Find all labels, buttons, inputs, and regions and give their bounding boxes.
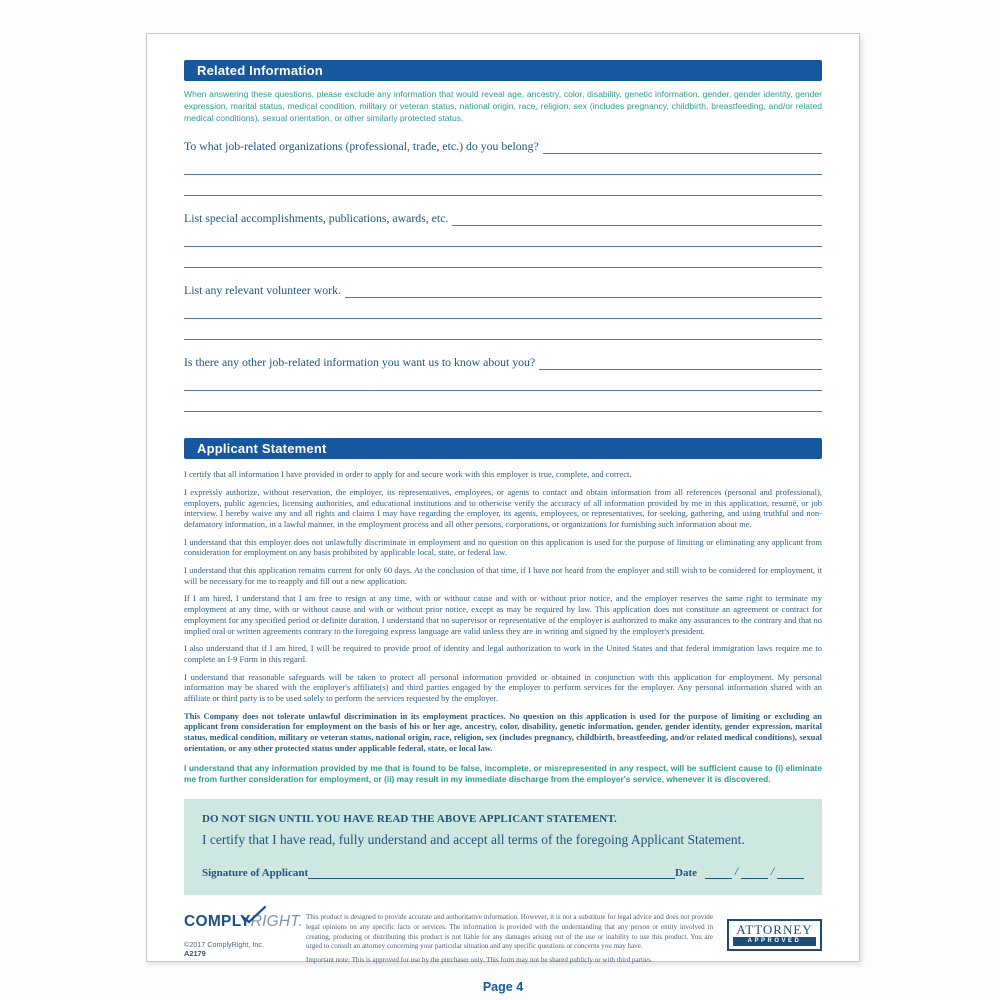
badge-approved-text: APPROVED xyxy=(733,937,816,946)
answer-line[interactable] xyxy=(452,212,822,226)
product-code: A2179 xyxy=(184,949,206,959)
publisher-column xyxy=(184,913,306,964)
date-slash: / xyxy=(734,864,739,879)
answer-line[interactable] xyxy=(345,284,822,298)
logo-text-right: RIGHT. xyxy=(250,913,303,931)
important-note: Important note: This is approved for use by the purchaser only. This form may not be shared publicly or with third parties. xyxy=(306,956,653,965)
statement-paragraph: I understand that this application remains current for only 60 days. At the conclusion of that time, if I have not heard from the employer and still wish to be considered for employment, it will be necessary for me to reapply and fill out a new application. xyxy=(184,565,822,586)
do-not-sign-warning: DO NOT SIGN UNTIL YOU HAVE READ THE ABOVE APPLICANT STATEMENT. xyxy=(202,813,617,826)
date-slash: / xyxy=(770,864,775,879)
statement-paragraph: I certify that all information I have provided in order to apply for and secure work with this employer is true, complete, and correct. xyxy=(184,469,632,480)
question-label: Is there any other job-related information you want us to know about you? xyxy=(184,355,536,370)
copyright-text: ©2017 ComplyRight, Inc. xyxy=(184,940,265,950)
statement-paragraph: I understand that reasonable safeguards will be taken to protect all personal information provided or obtained in conjunction with this application for employment. My personal information may be shared with the employer's affiliate(s) and third parties engaged by the employer to perform services for the employer. Any personal information shared with an affiliate or third party is to be used solely to perform the services requested by the employer. xyxy=(184,671,822,704)
page-number: Page 4 xyxy=(482,980,524,995)
date-year-field[interactable] xyxy=(777,867,804,879)
answer-line[interactable] xyxy=(184,319,822,340)
badge-column xyxy=(727,913,822,964)
form-footer xyxy=(184,913,822,964)
statement-paragraph: I also understand that if I am hired, I will be required to provide proof of identity and legal authorization to work in the United States and that federal immigration laws require me to complete an I-9 Form in this regard. xyxy=(184,643,822,664)
statement-paragraph-nondiscrimination: This Company does not tolerate unlawful discrimination in its employment practices. No question on this application is used for the purpose of limiting or excluding an applicant from consideration for employment on the basis of his or her age, ancestry, color, disability, genetic information, gender, gender identity, gender expression, marital status, medical condition, military or veteran status, national origin, race, religion, sex (includes pregnancy, childbirth, breastfeeding, and/or related medical conditions), sexual orientation, or any other protected status under applicable federal, state, or local law. xyxy=(184,710,822,753)
related-information-intro: When answering these questions, please exclude any information that would reveal age, ancestry, color, disability, genetic information, gender, gender identity, gender expression, marital status, medical condition, military or veteran status, national origin, race, religion, sex (includes pregnancy, childbirth, breastfeeding, and/or related medical conditions), sexual orientation, or other similarly protected status. xyxy=(184,89,822,124)
logo-text-comply: COMPLY xyxy=(184,913,251,931)
answer-line[interactable] xyxy=(539,356,822,370)
statement-paragraph: I understand that this employer does not unlawfully discriminate in employment and no question on this application is used for the purpose of limiting or eliminating any applicant from consideration for employment on any basis prohibited by applicable local, state, or federal law. xyxy=(184,536,822,558)
date-label: Date xyxy=(675,867,697,880)
question-label: To what job-related organizations (professional, trade, etc.) do you belong? xyxy=(184,139,539,154)
statement-paragraph: If I am hired, I understand that I am free to resign at any time, with or without cause and with or without prior notice, and the employer reserves the same right to terminate my employment at any time, with or without cause and with or without prior notice, except as may be required by law. This application does not constitute an agreement or contract for employment for any specified period or definite duration. I understand that no supervisor or representative of the employer is authorized to make any assurances to the contrary and that no implied oral or written agreements contrary to the foregoing express language are valid unless they are in writing and signed by the employer's president. xyxy=(184,593,822,636)
related-information-header xyxy=(184,60,822,81)
question-label: List any relevant volunteer work. xyxy=(184,283,341,298)
disclaimer-column xyxy=(306,913,727,964)
application-form-page xyxy=(146,33,860,995)
question-label: List special accomplishments, publications, awards, etc. xyxy=(184,211,449,226)
answer-line[interactable] xyxy=(184,175,822,196)
logo-check-icon xyxy=(241,906,267,924)
signature-line[interactable] xyxy=(308,867,675,879)
question-block-volunteer xyxy=(184,283,822,340)
statement-paragraph: I expressly authorize, without reservation, the employer, its representatives, employees, or agents to contact and obtain information from all references (personal and professional), employers, public agencies, licensing authorities, and educational institutions and to otherwise verify the accuracy of all information provided by me in this application, resumé, or job interview. I hereby waive any and all rights and claims I may have regarding the employer, its agents, employees, or representatives, for seeking, gathering, and using truthful and non-defamatory information, in a lawful manner, in the employment process and all other persons, corporations, or organizations for furnishing such information about me. xyxy=(184,486,822,529)
question-block-accomplishments xyxy=(184,211,822,268)
question-block-organizations xyxy=(184,139,822,196)
applicant-statement-title: Applicant Statement xyxy=(197,441,327,457)
related-information-title: Related Information xyxy=(197,63,323,78)
answer-line[interactable] xyxy=(184,226,822,247)
signature-of-applicant-label: Signature of Applicant xyxy=(202,867,309,880)
answer-line[interactable] xyxy=(184,247,822,268)
complyright-logo xyxy=(184,913,306,931)
date-month-field[interactable] xyxy=(705,867,732,879)
signature-section xyxy=(184,799,822,895)
answer-line[interactable] xyxy=(543,140,822,154)
answer-line[interactable] xyxy=(184,370,822,391)
statement-paragraph-falsification: I understand that any information provided by me that is found to be false, incomplete, or misrepresented in any respect, will be sufficient cause to (i) eliminate me from further consideration for employment, or (ii) may result in my immediate discharge from the employer's service, whenever it is discovered. xyxy=(184,762,822,785)
answer-line[interactable] xyxy=(184,298,822,319)
answer-line[interactable] xyxy=(184,154,822,175)
answer-line[interactable] xyxy=(184,391,822,412)
legal-disclaimer: This product is designed to provide accurate and authoritative information. However, it is not a substitute for legal advice and does not provide legal opinions on any specific facts or services. The information is provided with the understanding that any person or entity involved in creating, producing or distributing this product is not liable for any damages arising out of the use or inability to use this product. You are urged to consult an attorney concerning your particular situation and any specific questions or concerns you may have. xyxy=(306,913,713,951)
applicant-statement-header xyxy=(184,438,822,459)
badge-attorney-text: ATTORNEY xyxy=(736,922,813,938)
signature-certify-text: I certify that I have read, fully understand and accept all terms of the foregoing Applicant Statement. xyxy=(202,832,745,848)
date-day-field[interactable] xyxy=(741,867,768,879)
question-block-other-info xyxy=(184,355,822,412)
attorney-approved-badge xyxy=(727,919,822,951)
